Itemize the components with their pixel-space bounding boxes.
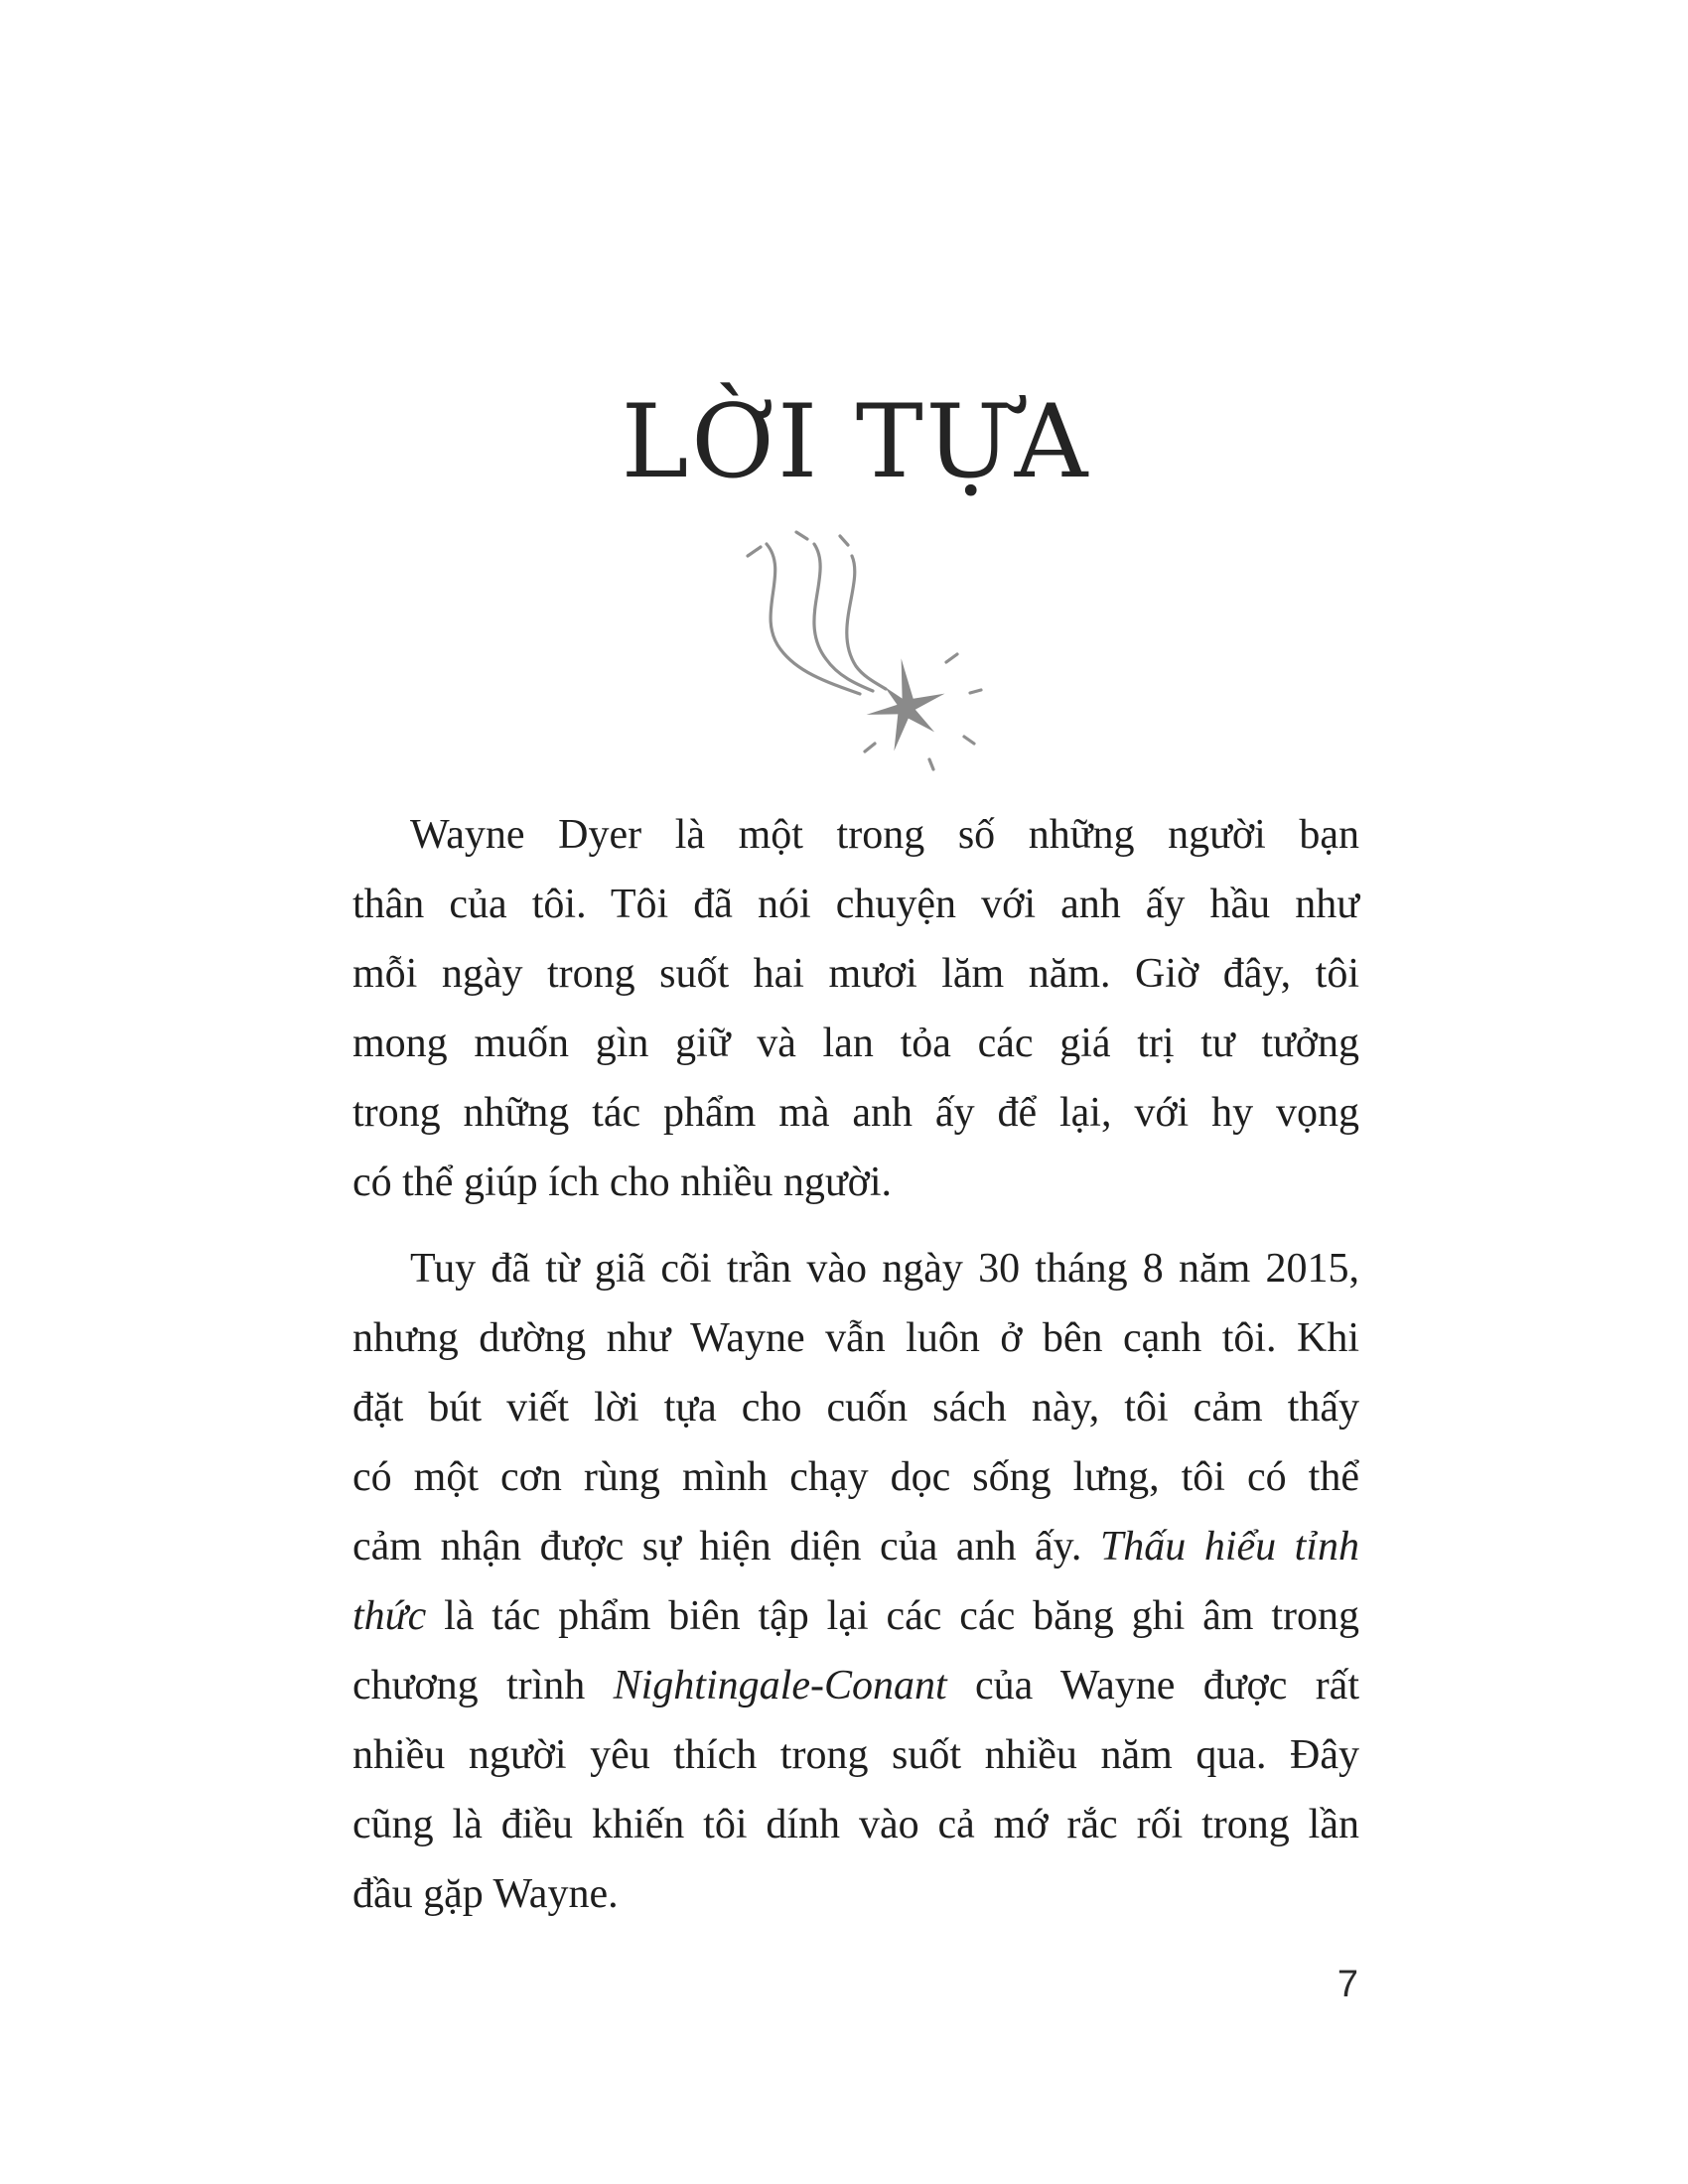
text-run: cũng là điều khiến tôi dính vào cả mớ rắc rối trong lần <box>352 1802 1359 1847</box>
text-line <box>352 1859 1359 1929</box>
text-line <box>352 1148 1359 1217</box>
page-number: 7 <box>1336 1964 1358 2005</box>
text-run: Wayne Dyer là một trong số những người bạn <box>410 812 1359 858</box>
text-run: mong muốn gìn giữ và lan tỏa các giá trị tư tưởng <box>352 1021 1359 1066</box>
text-line <box>352 1720 1359 1790</box>
text-line <box>352 1512 1359 1581</box>
text-run: có thể giúp ích cho nhiều người. <box>352 1160 893 1205</box>
text-run: nhiều người yêu thích trong suốt nhiều năm qua. Đây <box>352 1732 1359 1778</box>
text-run: nhưng dường như Wayne vẫn luôn ở bên cạnh tôi. Khi <box>352 1315 1359 1361</box>
page-title: LỜI TỰA <box>621 383 1091 501</box>
text-line <box>352 870 1359 939</box>
text-line <box>352 800 1359 870</box>
text-run: của Wayne được rất <box>946 1663 1359 1708</box>
text-line <box>352 939 1359 1009</box>
shooting-star-illustration <box>735 524 995 784</box>
text-run: mỗi ngày trong suốt hai mươi lăm năm. Giờ đây, tôi <box>352 951 1359 997</box>
italic-text-run: Nightingale-Conant <box>613 1663 947 1708</box>
text-run: Tuy đã từ giã cõi trần vào ngày 30 tháng 8 năm 2015, <box>410 1246 1359 1292</box>
text-line <box>352 1078 1359 1148</box>
text-line <box>352 1373 1359 1442</box>
italic-text-run: Thấu hiểu tỉnh <box>1099 1524 1359 1570</box>
paragraph <box>352 1234 1359 1929</box>
text-run: là tác phẩm biên tập lại các các băng ghi âm trong <box>426 1593 1359 1639</box>
text-run: trong những tác phẩm mà anh ấy để lại, với hy vọng <box>352 1090 1359 1136</box>
italic-text-run: thức <box>352 1593 427 1639</box>
star-icon <box>867 658 945 751</box>
text-line <box>352 1009 1359 1078</box>
text-run: chương trình <box>352 1663 614 1708</box>
star-trail-lines <box>748 532 886 694</box>
text-line <box>352 1790 1359 1859</box>
text-line <box>352 1442 1359 1512</box>
text-line <box>352 1581 1359 1651</box>
text-run: đầu gặp Wayne. <box>352 1871 619 1917</box>
paragraph <box>352 800 1359 1217</box>
text-run: đặt bút viết lời tựa cho cuốn sách này, tôi cảm thấy <box>352 1385 1359 1431</box>
text-line <box>352 1303 1359 1373</box>
text-run: thân của tôi. Tôi đã nói chuyện với anh ấy hầu như <box>352 882 1359 927</box>
text-run: cảm nhận được sự hiện diện của anh ấy. <box>352 1524 1100 1570</box>
text-line <box>352 1234 1359 1303</box>
text-line <box>352 1651 1359 1720</box>
body-text <box>352 800 1359 1929</box>
text-run: có một cơn rùng mình chạy dọc sống lưng, tôi có thể <box>352 1454 1359 1500</box>
